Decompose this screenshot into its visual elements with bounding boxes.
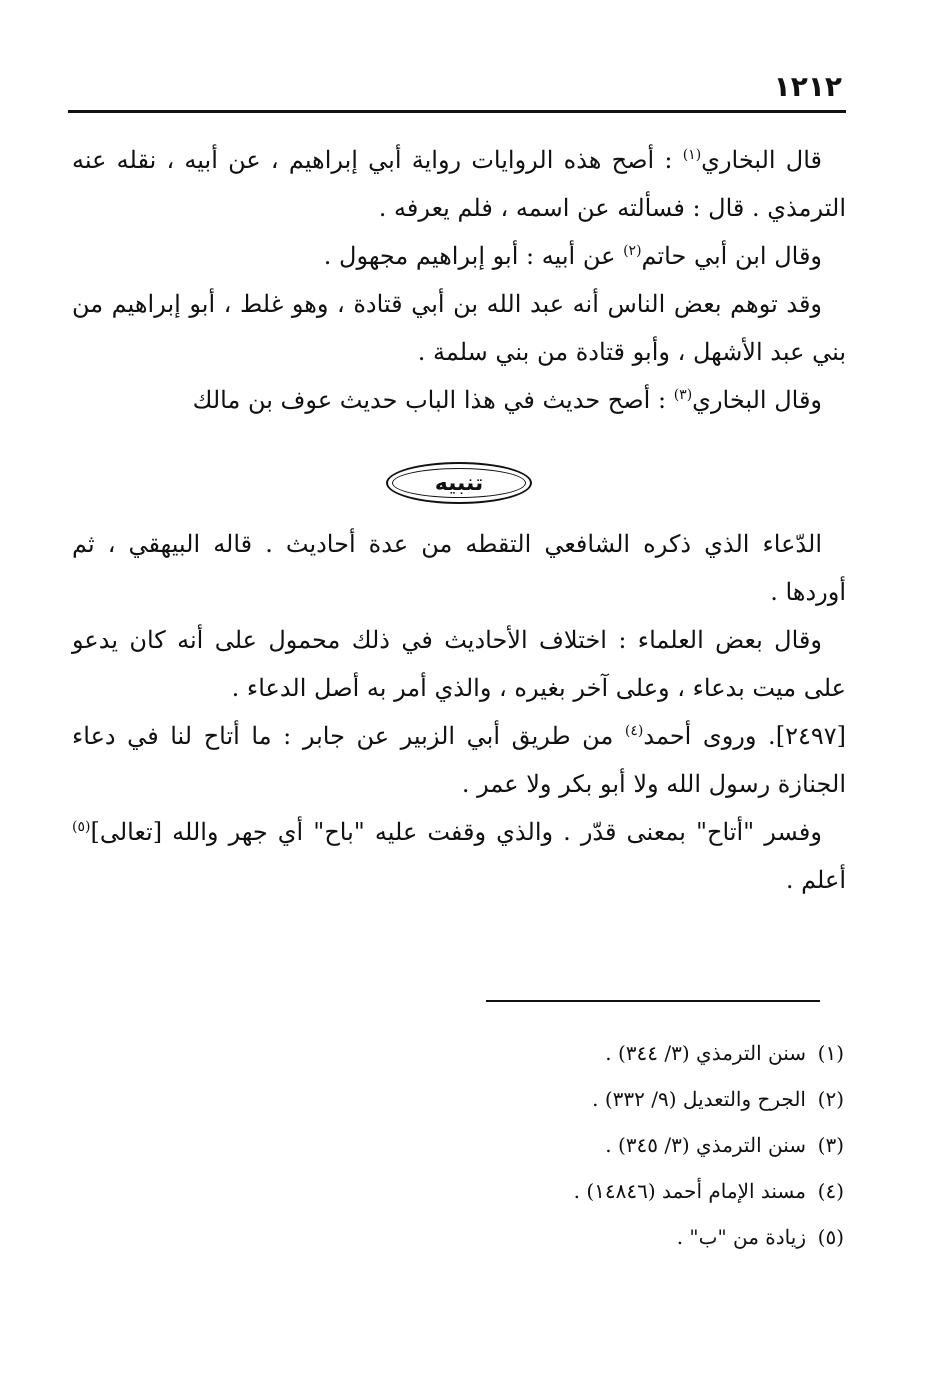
paragraph-text: وقال ابن أبي حاتم [641,242,822,270]
paragraph-text: وفسر "أتاح" بمعنى قدّر . والذي وقفت عليه "باح" أي جهر والله [تعالى] [90,818,822,846]
main-text-section-2 [72,520,846,904]
hadith-number: [٢٤٩٧] [775,722,846,750]
footnote-text: زيادة من "ب" . [676,1225,806,1249]
footnote-text: سنن الترمذي (٣/ ٣٤٥) . [605,1133,806,1157]
paragraph-text: . وروى أحمد [643,722,776,750]
footnote-number: (١) [817,1041,844,1065]
footnote-rule [486,1000,820,1002]
tanbih-heading: تنبيه [386,462,532,504]
paragraph-bukhari-2 [72,376,846,424]
footnote-ref-2: (٢) [623,243,642,259]
footnote-item [284,1076,844,1122]
footnote-item [284,1214,844,1260]
footnote-text: الجرح والتعديل (٩/ ٣٣٢) . [592,1087,806,1111]
page-number: ١٢١٢ [773,70,842,103]
paragraph-dua: الدّعاء الذي ذكره الشافعي التقطه من عدة أحاديث . قاله البيهقي ، ثم أوردها . [72,530,846,606]
footnote-item [284,1030,844,1076]
paragraph-bukhari-1 [72,136,846,232]
paragraph-text: : أصح حديث في هذا الباب حديث عوف بن مالك [192,386,674,414]
footnote-number: (٣) [817,1133,844,1157]
footnote-item [284,1122,844,1168]
paragraph-text: أعلم . [785,866,846,894]
paragraph-text: وقال البخاري [692,386,822,414]
footnote-ref-3: (٣) [673,387,693,403]
footnote-number: (٤) [817,1179,844,1203]
paragraph-ibn-abi-hatim [72,232,846,280]
paragraph-text: قال البخاري [701,146,822,174]
header-rule [68,110,846,113]
paragraph-text: : أصح هذه الروايات رواية أبي إبراهيم ، عن أبيه ، نقله عنه الترمذي . قال : فسألته عن اسمه ، فلم يعرفه . [72,146,846,222]
footnote-ref-1: (١) [682,147,702,163]
paragraph-hadith-2497 [72,712,846,808]
tanbih-heading-wrap [0,462,942,506]
footnote-number: (٢) [817,1087,844,1111]
paragraph-text: عن أبيه : أبو إبراهيم مجهول . [323,242,624,270]
paragraph-atah [72,808,846,904]
footnote-ref-5: (٥) [72,819,91,835]
footnote-ref-4: (٤) [624,723,644,739]
footnote-item [284,1168,844,1214]
footnote-text: مسند الإمام أحمد (١٤٨٤٦) . [573,1179,806,1203]
footnote-text: سنن الترمذي (٣/ ٣٤٤) . [605,1041,806,1065]
footnote-number: (٥) [817,1225,844,1249]
paragraph-ulama: وقال بعض العلماء : اختلاف الأحاديث في ذلك محمول على أنه كان يدعو على ميت بدعاء ، وعلى آخر بغيره ، والذي أمر به أصل الدعاء . [72,626,846,702]
footnotes [284,1030,844,1260]
main-text-section-1 [72,136,846,424]
paragraph-abu-qatada: وقد توهم بعض الناس أنه عبد الله بن أبي قتادة ، وهو غلط ، أبو إبراهيم من بني عبد الأشهل ، وأبو قتادة من بني سلمة . [72,290,846,366]
paragraph-text: من طريق أبي الزبير عن جابر : ما أتاح لنا في دعاء الجنازة رسول الله ولا أبو بكر ولا عمر . [72,722,846,798]
